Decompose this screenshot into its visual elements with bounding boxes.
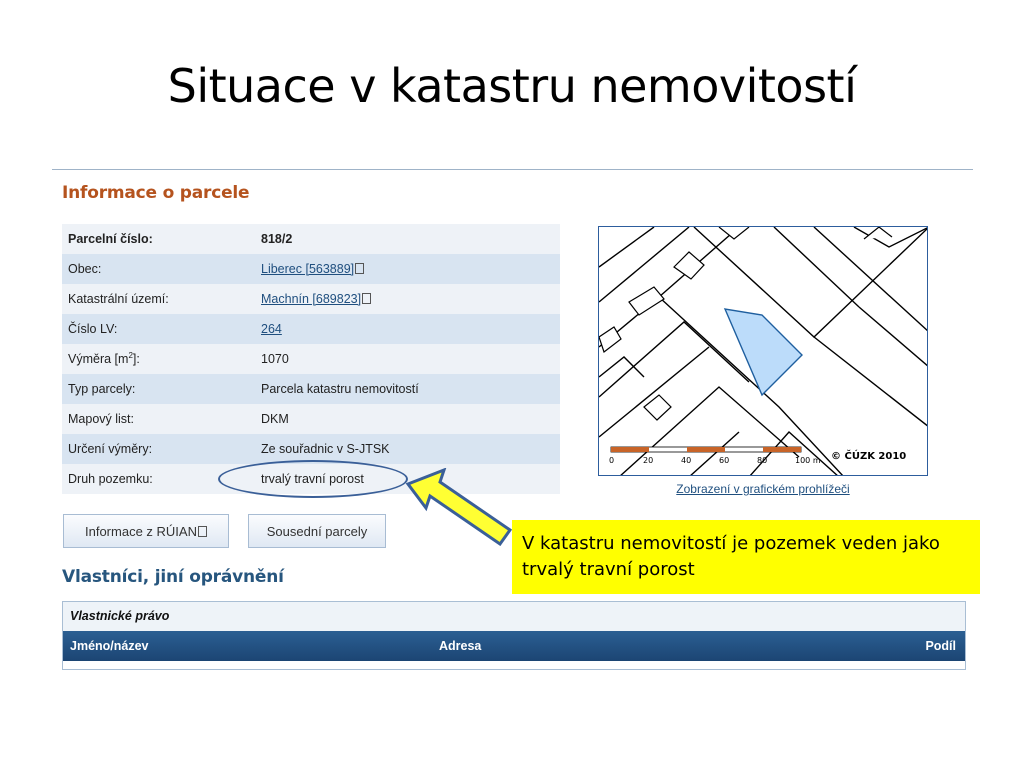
- row-cislo-lv: [62, 314, 560, 344]
- owners-table-body: [63, 661, 965, 669]
- scale-label: 80: [757, 456, 768, 465]
- label-druh-pozemku: Druh pozemku:: [68, 472, 153, 486]
- value-lv-cell: [255, 314, 560, 344]
- highlight-ellipse: [218, 460, 408, 498]
- building: [629, 287, 664, 315]
- link-obec[interactable]: Liberec [563889]: [261, 262, 355, 276]
- value-vymera: 1070: [261, 352, 289, 366]
- building: [864, 227, 892, 239]
- value-parcel-number: 818/2: [261, 232, 293, 246]
- external-link-icon: [198, 526, 207, 537]
- link-cislo-lv[interactable]: 264: [261, 322, 282, 336]
- label-mapovy-list: Mapový list:: [68, 412, 134, 426]
- row-katastralni-uzemi: [62, 284, 560, 314]
- scale-label: 100 m: [795, 456, 821, 465]
- parcel-boundary: [599, 347, 709, 437]
- owners-table: [62, 601, 966, 670]
- scale-segment: [763, 447, 801, 452]
- row-parcel-number: [62, 224, 560, 254]
- owners-table-header: [63, 631, 965, 661]
- parcel-boundary: [774, 227, 859, 307]
- column-name: Jméno/název: [70, 639, 149, 653]
- label-parcel-number: Parcelní číslo:: [68, 232, 153, 246]
- label-cislo-lv: Číslo LV:: [68, 322, 118, 336]
- cadastral-map-drawing: [599, 227, 928, 476]
- label-katastralni-uzemi: Katastrální území:: [68, 292, 169, 306]
- parcel-boundary: [814, 227, 928, 332]
- scale-bar: [611, 447, 801, 452]
- label-vymera-sup: 2: [128, 351, 133, 361]
- parcel-boundary: [749, 432, 839, 476]
- neighbor-parcels-button[interactable]: Sousední parcely: [248, 514, 386, 548]
- scale-segment: [687, 447, 725, 452]
- value-mapovy-list: DKM: [261, 412, 289, 426]
- label-obec: Obec:: [68, 262, 102, 276]
- parcel-boundary: [599, 357, 644, 377]
- ruian-button-label: Informace z RÚIAN: [85, 524, 197, 539]
- label-vymera-tail: ]:: [132, 352, 140, 367]
- value-ku-cell: [255, 284, 560, 314]
- map-viewer-link[interactable]: Zobrazení v grafickém prohlížeči: [676, 482, 850, 496]
- parcel-boundary: [599, 227, 654, 267]
- scale-label: 0: [609, 456, 615, 465]
- label-urceni-vymery: Určení výměry:: [68, 442, 153, 456]
- parcel-boundary: [599, 227, 689, 302]
- scale-label: 40: [681, 456, 692, 465]
- row-obec: [62, 254, 560, 284]
- value-obec-cell: [255, 254, 560, 284]
- callout-arrow-icon: [402, 468, 516, 546]
- value-druh-pozemku: trvalý travní porost: [261, 472, 364, 486]
- link-katastralni-uzemi[interactable]: Machnín [689823]: [261, 292, 362, 306]
- parcel-info-heading: Informace o parcele: [62, 183, 250, 203]
- value-typ-parcely: Parcela katastru nemovitostí: [261, 382, 419, 396]
- selected-parcel[interactable]: [725, 309, 802, 395]
- scale-label: 60: [719, 456, 730, 465]
- external-link-icon: [355, 263, 364, 274]
- ruian-info-button[interactable]: [63, 514, 229, 548]
- column-address: Adresa: [439, 639, 482, 653]
- divider: [52, 169, 973, 170]
- building: [674, 252, 704, 279]
- parcel-boundary: [859, 307, 928, 367]
- row-typ-parcely: [62, 374, 560, 404]
- building: [719, 227, 749, 239]
- callout-box: V katastru nemovitostí je pozemek veden jako trvalý travní porost: [512, 520, 980, 594]
- column-share: Podíl: [925, 639, 956, 653]
- external-link-icon: [362, 293, 371, 304]
- parcel-boundary: [599, 227, 739, 347]
- label-vymera: [62, 344, 255, 374]
- owners-heading: Vlastníci, jiní oprávnění: [62, 567, 284, 587]
- row-mapovy-list: [62, 404, 560, 434]
- parcel-boundary: [689, 432, 739, 476]
- scale-segment: [611, 447, 649, 452]
- building: [644, 395, 671, 420]
- cadastral-map[interactable]: [598, 226, 928, 476]
- label-typ-parcely: Typ parcely:: [68, 382, 136, 396]
- slide-title: Situace v katastru nemovitostí: [167, 59, 857, 113]
- value-urceni-vymery: Ze souřadnic v S-JTSK: [261, 442, 390, 456]
- scale-label: 20: [643, 456, 654, 465]
- callout-arrow-shape: [408, 470, 510, 544]
- map-copyright: © ČÚZK 2010: [831, 451, 907, 462]
- parcel-boundary: [694, 227, 928, 337]
- row-vymera: [62, 344, 560, 374]
- ownership-section-title: Vlastnické právo: [63, 602, 965, 631]
- label-vymera-text: Výměra [m: [68, 352, 129, 367]
- parcel-boundary: [814, 337, 928, 427]
- parcel-info-table: [62, 224, 560, 494]
